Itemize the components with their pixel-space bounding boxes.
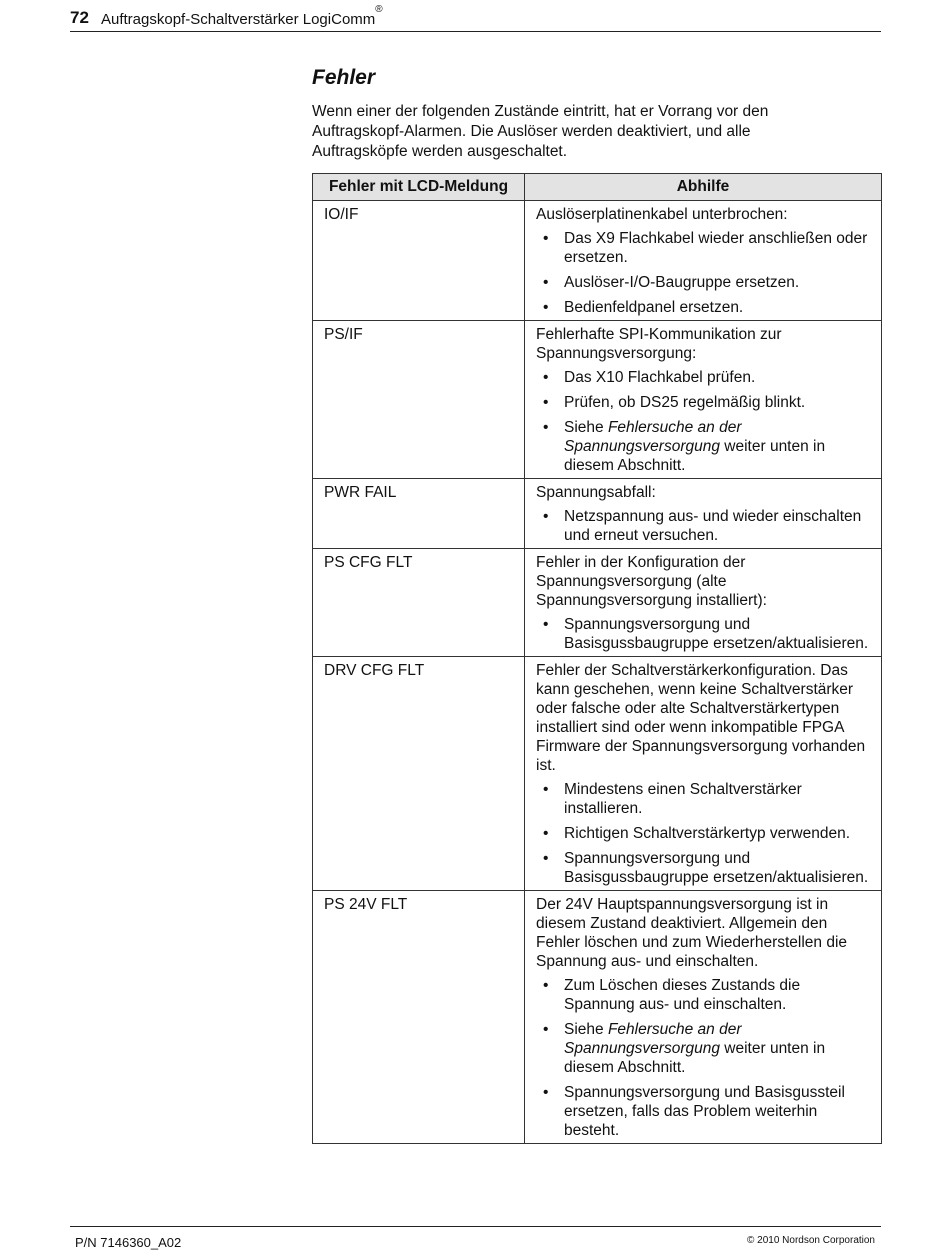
list-item-text: Bedienfeldpanel ersetzen. (564, 299, 744, 316)
list-item-text: Mindestens einen Schaltverstärker installieren. (564, 781, 802, 817)
remedy-cell (525, 201, 882, 321)
remedy-list (536, 229, 871, 317)
fault-code: PS 24V FLT (313, 891, 525, 1144)
list-item-text: Siehe (564, 419, 608, 436)
fault-code: DRV CFG FLT (313, 657, 525, 891)
part-number: P/N 7146360_A02 (75, 1235, 182, 1250)
cross-reference: Fehlersuche an der Spannungsversorgung (564, 419, 742, 455)
remedy-list-item (536, 298, 871, 317)
page-footer (70, 1226, 881, 1252)
remedy-cell (525, 891, 882, 1144)
fault-table-body (313, 201, 882, 1144)
remedy-list-item (536, 368, 871, 387)
table-row (313, 657, 882, 891)
remedy-list (536, 780, 871, 887)
list-item-text: weiter unten in diesem Abschnitt. (564, 1040, 826, 1076)
intro-paragraph: Wenn einer der folgenden Zustände eintritt, hat er Vorrang vor den Auftragskopf-Alarmen. Die Auslöser werden deaktiviert, und alle Auftragsköpfe werden ausgeschaltet. (312, 103, 769, 160)
remedy-list-item (536, 849, 871, 887)
remedy-list-item (536, 393, 871, 412)
table-row (313, 479, 882, 549)
remedy-description: Fehler in der Konfiguration der Spannungsversorgung (alte Spannungsversorgung installiert): (536, 554, 767, 609)
fault-code: PWR FAIL (313, 479, 525, 549)
table-row (313, 201, 882, 321)
list-item-text: Netzspannung aus- und wieder einschalten und erneut versuchen. (564, 508, 862, 544)
table-header-row (313, 174, 882, 201)
remedy-list-item (536, 229, 871, 267)
table-row (313, 321, 882, 479)
remedy-list-item (536, 1083, 871, 1140)
fault-code: IO/IF (313, 201, 525, 321)
remedy-list-item (536, 507, 871, 545)
fault-table (312, 173, 882, 1144)
remedy-list (536, 976, 871, 1140)
list-item-text: Richtigen Schaltverstärkertyp verwenden. (564, 825, 851, 842)
remedy-description: Spannungsabfall: (536, 484, 656, 501)
table-row (313, 891, 882, 1144)
remedy-list-item (536, 824, 871, 843)
remedy-description: Der 24V Hauptspannungsversorgung ist in diesem Zustand deaktiviert. Allgemein den Fehler löschen und zum Wiederherstellen die Spannung aus- und einschalten. (536, 896, 848, 970)
running-title (101, 4, 383, 28)
column-header-fault: Fehler mit LCD-Meldung (313, 174, 525, 201)
remedy-list-item (536, 976, 871, 1014)
list-item-text: Prüfen, ob DS25 regelmäßig blinkt. (564, 394, 806, 411)
remedy-list-item (536, 273, 871, 292)
remedy-cell (525, 479, 882, 549)
list-item-text: Das X9 Flachkabel wieder anschließen oder ersetzen. (564, 230, 868, 266)
fault-code: PS/IF (313, 321, 525, 479)
fault-code: PS CFG FLT (313, 549, 525, 657)
list-item-text: weiter unten in diesem Abschnitt. (564, 438, 826, 474)
remedy-list-item (536, 418, 871, 475)
column-header-remedy: Abhilfe (525, 174, 882, 201)
remedy-list-item (536, 1020, 871, 1077)
registered-mark: ® (375, 4, 383, 15)
remedy-list-item (536, 615, 871, 653)
remedy-list (536, 368, 871, 475)
list-item-text: Spannungsversorgung und Basisgussbaugruppe ersetzen/aktualisieren. (564, 850, 869, 886)
page-number: 72 (70, 8, 89, 27)
list-item-text: Siehe (564, 1021, 608, 1038)
page-header (70, 4, 881, 32)
remedy-list (536, 507, 871, 545)
list-item-text: Spannungsversorgung und Basisgussteil ersetzen, falls das Problem weiterhin besteht. (564, 1084, 845, 1139)
section-heading: Fehler (312, 66, 376, 89)
remedy-cell (525, 549, 882, 657)
remedy-description: Auslöserplatinenkabel unterbrochen: (536, 206, 788, 223)
list-item-text: Auslöser-I/O-Baugruppe ersetzen. (564, 274, 800, 291)
list-item-text: Spannungsversorgung und Basisgussbaugruppe ersetzen/aktualisieren. (564, 616, 869, 652)
list-item-text: Das X10 Flachkabel prüfen. (564, 369, 756, 386)
running-title-text: Auftragskopf-Schaltverstärker LogiComm (101, 11, 376, 28)
copyright: © 2010 Nordson Corporation (747, 1235, 875, 1246)
remedy-description: Fehler der Schaltverstärkerkonfiguration. Das kann geschehen, wenn keine Schaltverstärker oder falsche oder alte Schaltverstärkertypen installiert sind oder wenn inkompatible FPGA Firmware der Spannungsversorgung vorhanden ist. (536, 662, 866, 774)
remedy-list (536, 615, 871, 653)
cross-reference: Fehlersuche an der Spannungsversorgung (564, 1021, 742, 1057)
remedy-cell (525, 657, 882, 891)
table-row (313, 549, 882, 657)
remedy-cell (525, 321, 882, 479)
list-item-text: Zum Löschen dieses Zustands die Spannung aus- und einschalten. (564, 977, 801, 1013)
remedy-list-item (536, 780, 871, 818)
remedy-description: Fehlerhafte SPI-Kommunikation zur Spannungsversorgung: (536, 326, 782, 362)
